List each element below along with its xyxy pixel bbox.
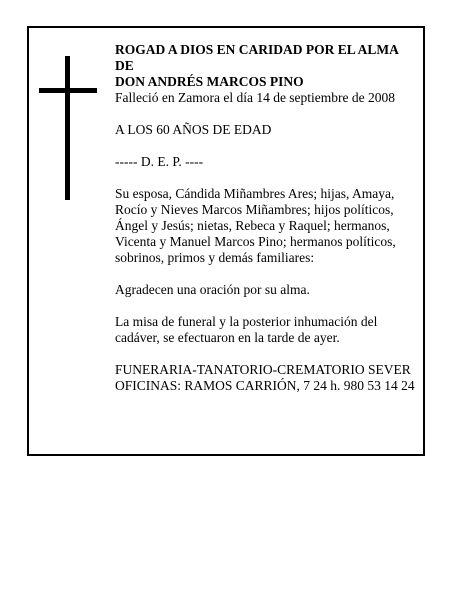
deceased-name: DON ANDRÉS MARCOS PINO [115, 74, 304, 89]
family-line-4: Vicenta y Manuel Marcos Pino; hermanos políticos, [115, 234, 396, 249]
family-line-3: Ángel y Jesús; nietas, Rebeca y Raquel; hermanos, [115, 218, 390, 233]
rip-line: ----- D. E. P. ---- [115, 154, 204, 169]
age-line: A LOS 60 AÑOS DE EDAD [115, 122, 272, 137]
spacer [115, 106, 421, 122]
spacer [115, 298, 421, 314]
funeral-home-line-2: OFICINAS: RAMOS CARRIÓN, 7 24 h. 980 53 14 24 [115, 378, 415, 393]
obituary-notice [27, 26, 425, 456]
funeral-line-1: La misa de funeral y la posterior inhumación del [115, 314, 378, 329]
funeral-line-2: cadáver, se efectuaron en la tarde de ayer. [115, 330, 340, 345]
death-info: Falleció en Zamora el día 14 de septiembre de 2008 [115, 90, 396, 105]
thanks-line: Agradecen una oración por su alma. [115, 282, 310, 297]
heading-line-1: ROGAD A DIOS EN CARIDAD POR EL ALMA [115, 42, 399, 57]
family-line-1: Su esposa, Cándida Miñambres Ares; hijas, Amaya, [115, 186, 395, 201]
spacer [115, 170, 421, 186]
notice-text [115, 42, 421, 394]
cross-vertical-bar [65, 56, 70, 200]
family-line-5: sobrinos, primos y demás familiares: [115, 250, 315, 265]
family-line-2: Rocío y Nieves Marcos Miñambres; hijos políticos, [115, 202, 394, 217]
spacer [115, 266, 421, 282]
funeral-home-line-1: FUNERARIA-TANATORIO-CREMATORIO SEVER [115, 362, 411, 377]
cross-horizontal-bar [39, 88, 97, 93]
spacer [115, 346, 421, 362]
spacer [115, 138, 421, 154]
heading-line-2: DE [115, 58, 134, 73]
cross-icon [39, 56, 99, 200]
